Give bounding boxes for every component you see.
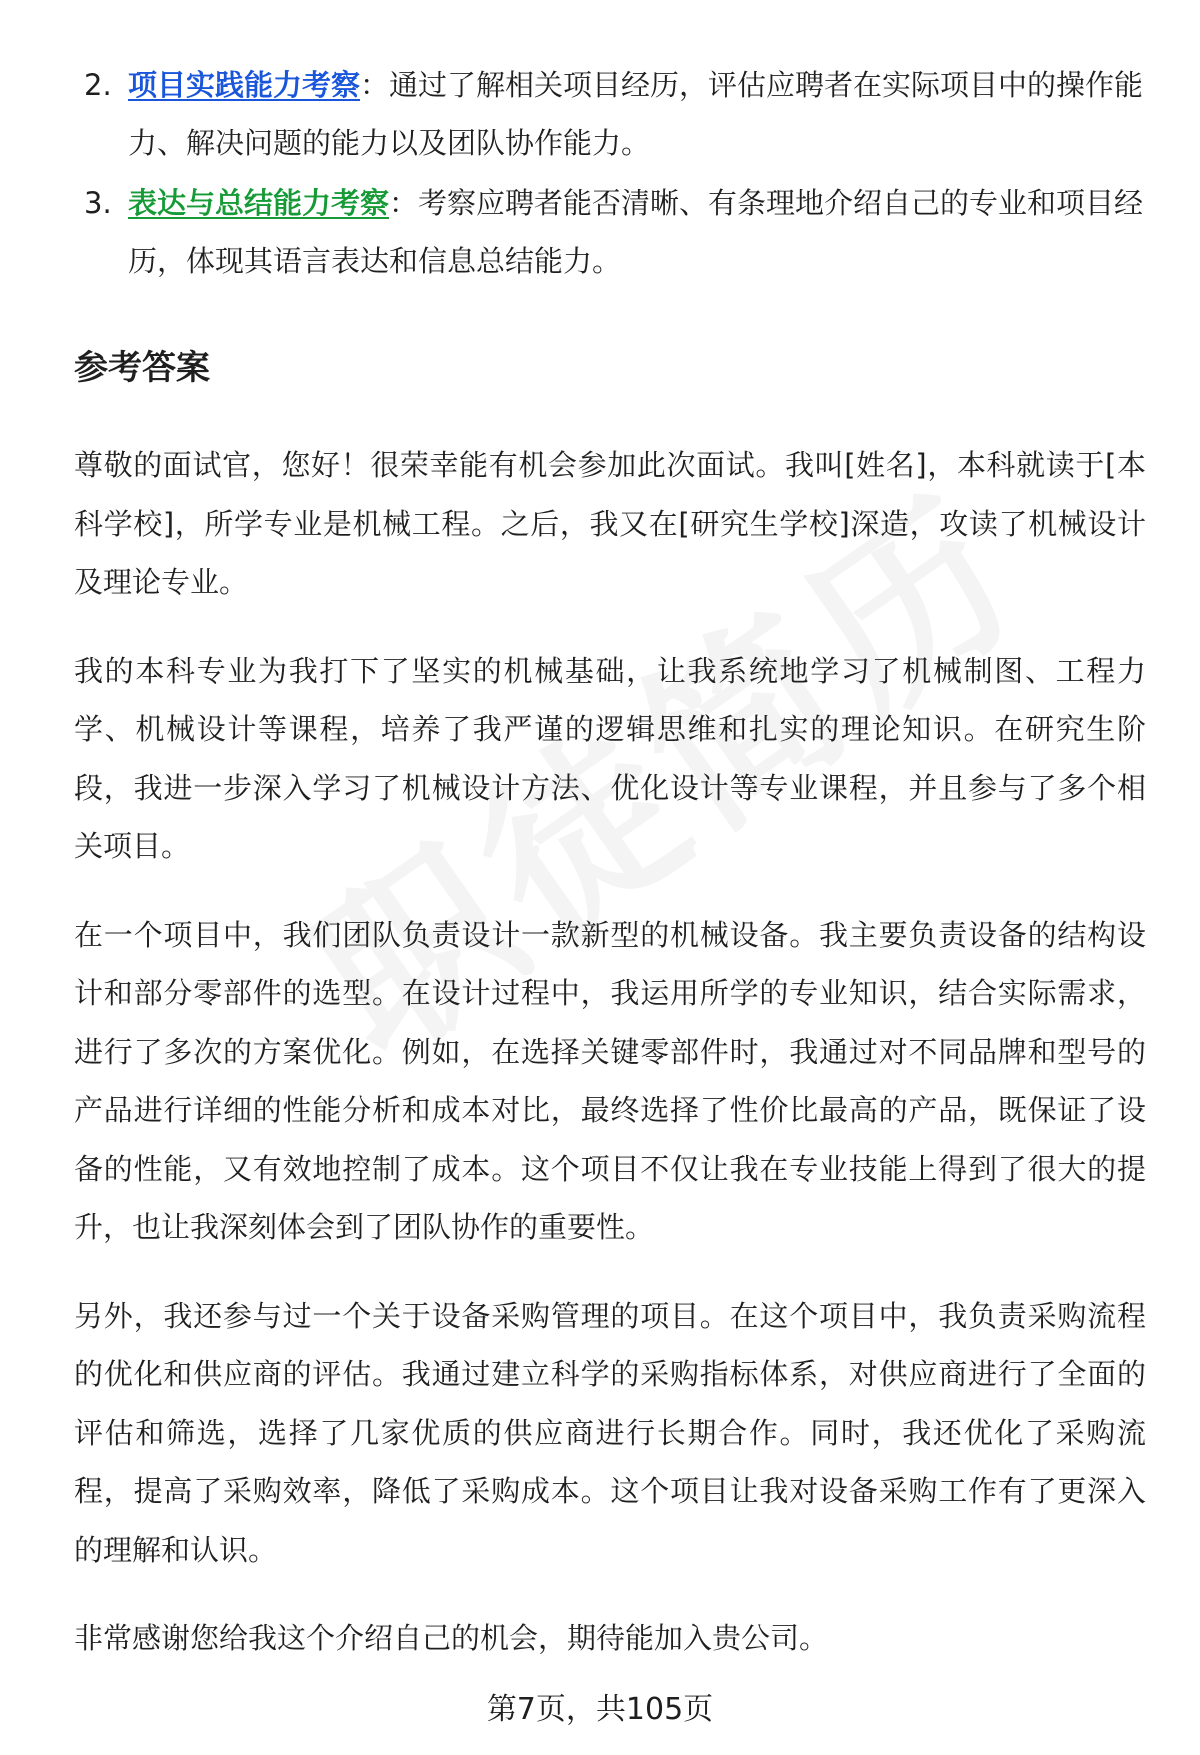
answer-paragraph: 非常感谢您给我这个介绍自己的机会，期待能加入贵公司。 bbox=[74, 1621, 829, 1655]
criteria-text: ：考察应聘者能否清晰、有条理地介绍自己的专业和项目经历，体现其语言表达和信息总结能力。 bbox=[128, 186, 1144, 278]
answer-paragraph: 我的本科专业为我打下了坚实的机械基础，让我系统地学习了机械制图、工程力学、机械设计等课程，培养了我严谨的逻辑思维和扎实的理论知识。在研究生阶段，我进一步深入学习了机械设计方法、优化设计等专业课程，并且参与了多个相关项目。 bbox=[74, 653, 1146, 863]
list-number: 2. bbox=[84, 68, 112, 102]
criteria-list bbox=[74, 56, 1144, 292]
list-number: 3. bbox=[84, 186, 112, 220]
answer-paragraph: 另外，我还参与过一个关于设备采购管理的项目。在这个项目中，我负责采购流程的优化和供应商的评估。我通过建立科学的采购指标体系，对供应商进行了全面的评估和筛选，选择了几家优质的供应商进行长期合作。同时，我还优化了采购流程，提高了采购效率，降低了采购成本。这个项目让我对设备采购工作有了更深入的理解和认识。 bbox=[74, 1298, 1146, 1567]
list-item bbox=[74, 174, 1144, 290]
page-footer: 第7页，共105页 bbox=[486, 1692, 714, 1727]
list-item bbox=[74, 56, 1144, 172]
criteria-text: ：通过了解相关项目经历，评估应聘者在实际项目中的操作能力、解决问题的能力以及团队协作能力。 bbox=[128, 68, 1144, 160]
answer-paragraph: 在一个项目中，我们团队负责设计一款新型的机械设备。我主要负责设备的结构设计和部分零部件的选型。在设计过程中，我运用所学的专业知识，结合实际需求，进行了多次的方案优化。例如，在选择关键零部件时，我通过对不同品牌和型号的产品进行详细的性能分析和成本对比，最终选择了性价比最高的产品，既保证了设备的性能，又有效地控制了成本。这个项目不仅让我在专业技能上得到了很大的提升，也让我深刻体会到了团队协作的重要性。 bbox=[74, 917, 1146, 1244]
section-title: 参考答案 bbox=[74, 348, 210, 388]
criteria-keyword: 表达与总结能力考察 bbox=[128, 186, 390, 220]
criteria-keyword: 项目实践能力考察 bbox=[128, 68, 361, 102]
answer-paragraph: 尊敬的面试官，您好！很荣幸能有机会参加此次面试。我叫[姓名]，本科就读于[本科学校]，所学专业是机械工程。之后，我又在[研究生学校]深造，攻读了机械设计及理论专业。 bbox=[74, 448, 1146, 599]
answer-body bbox=[74, 436, 1146, 1698]
